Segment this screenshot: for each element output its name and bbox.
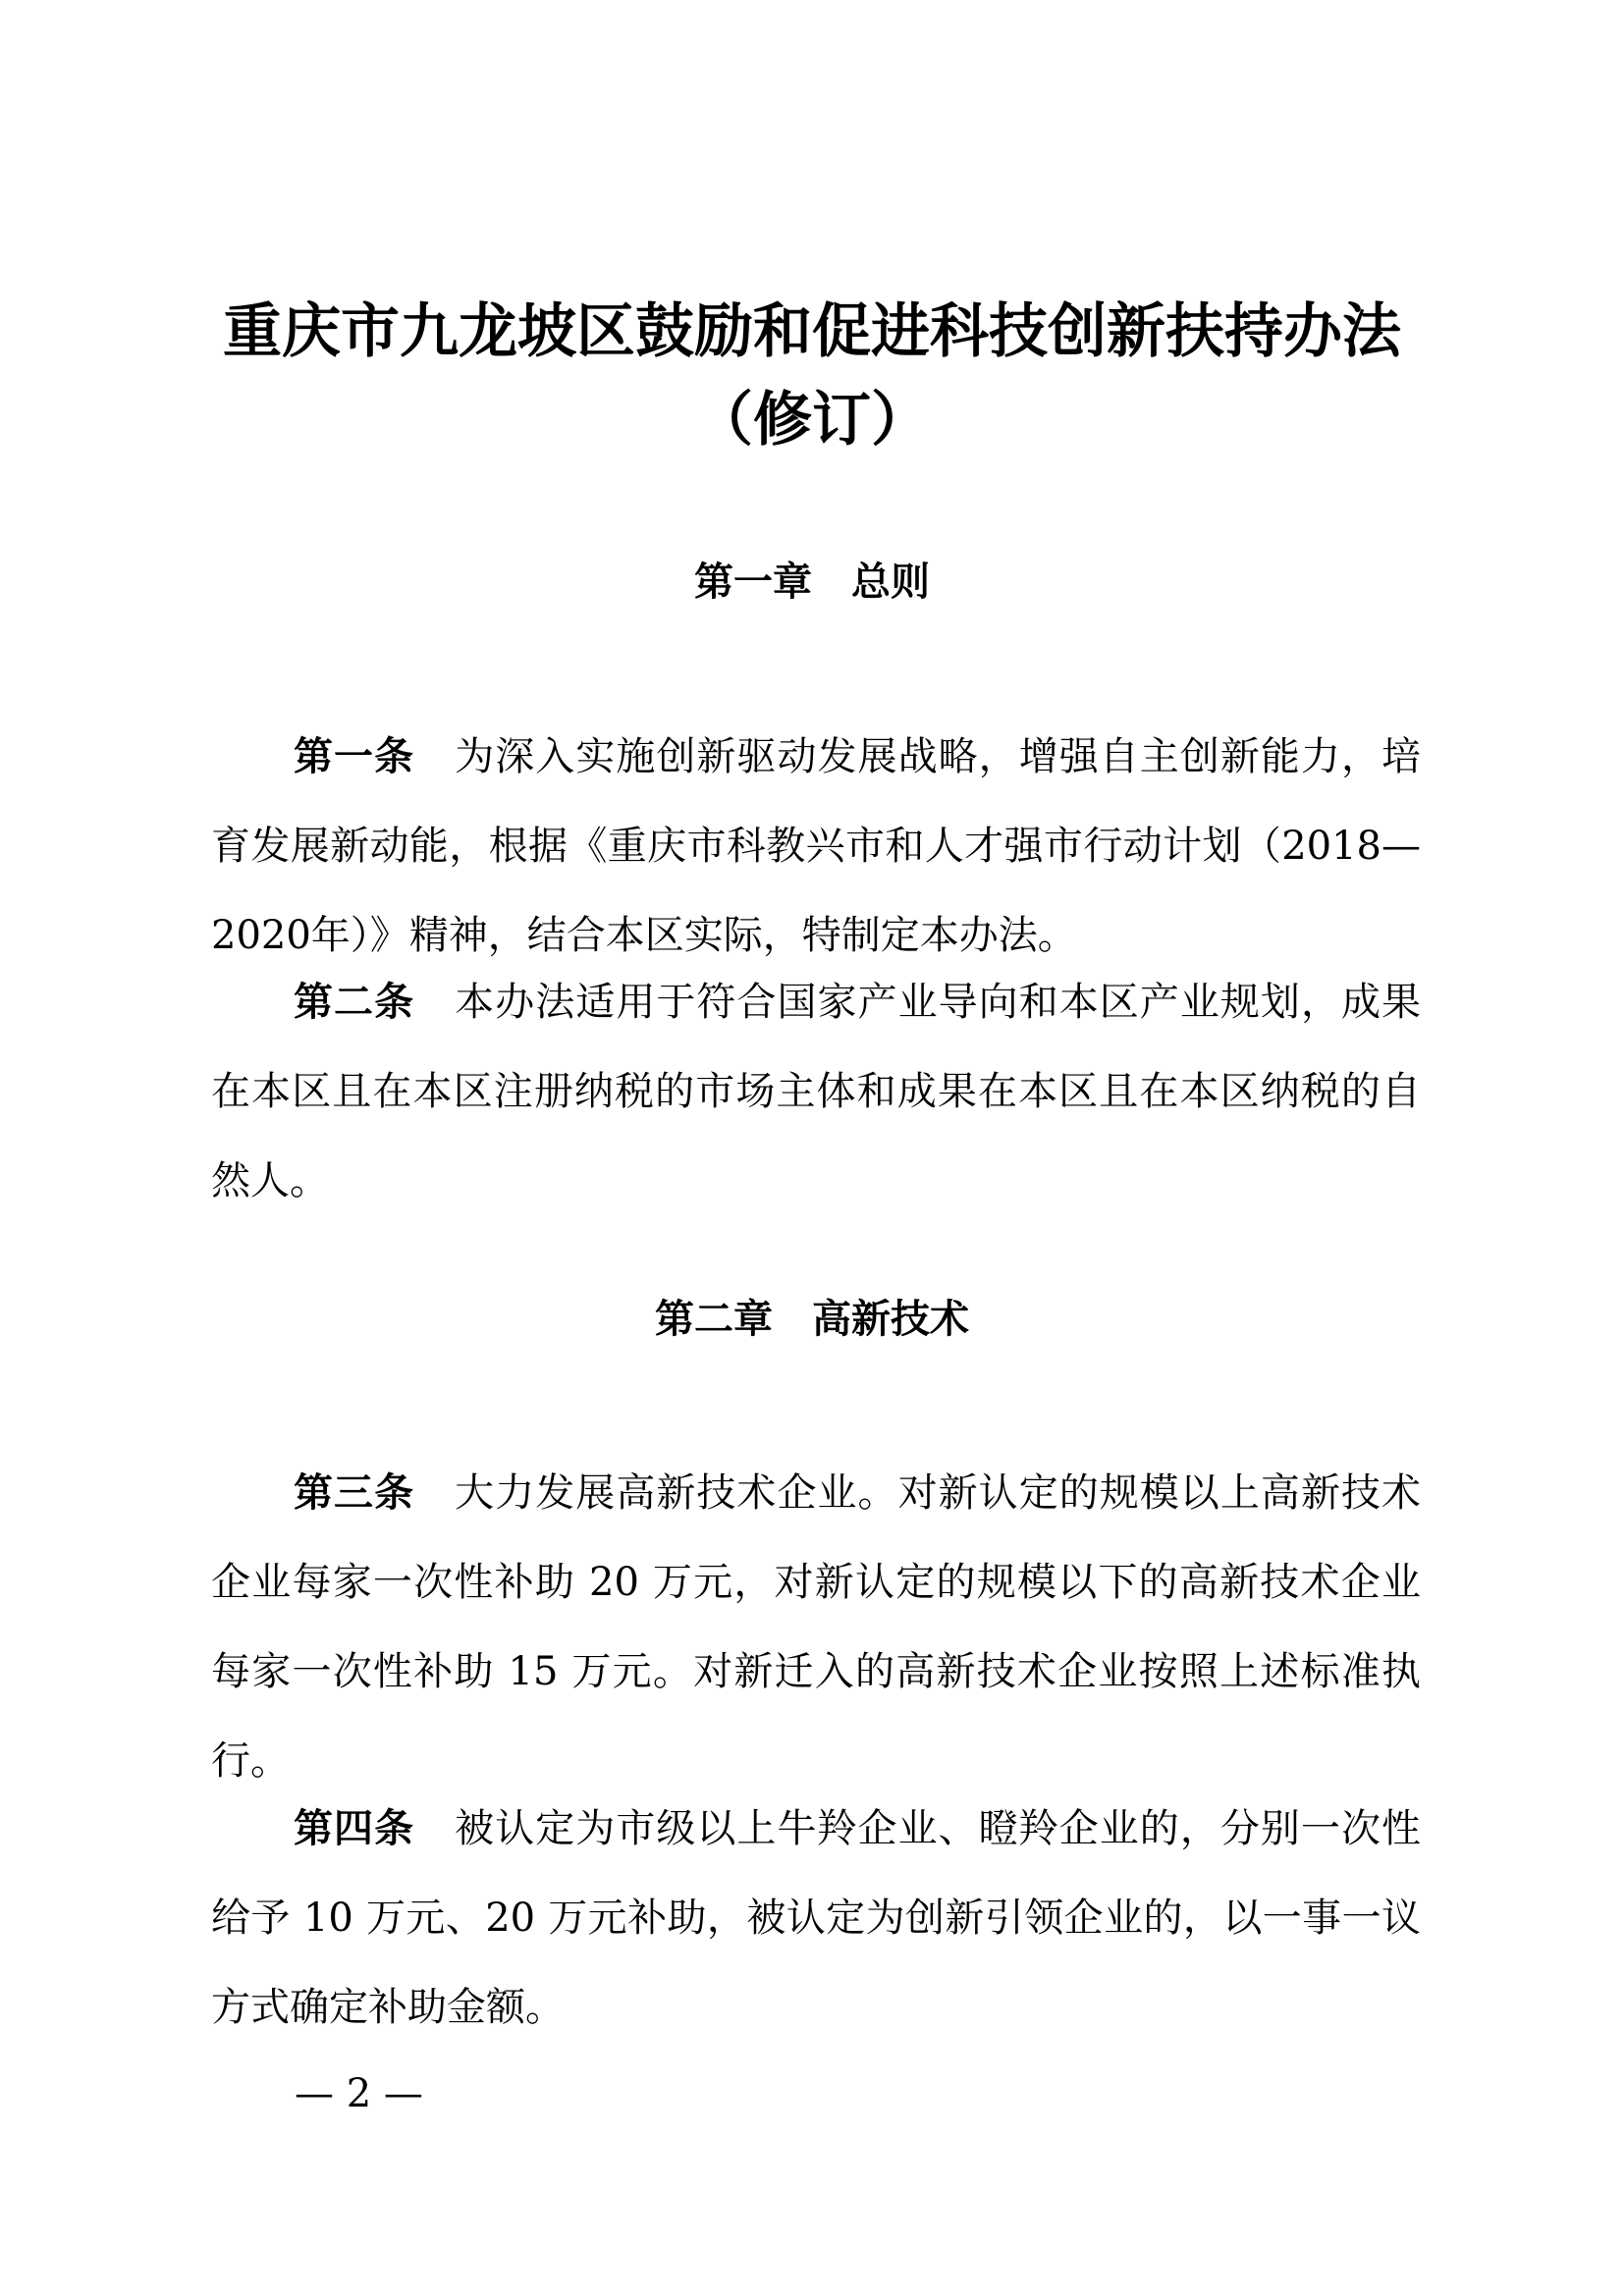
article-text: 大力发展高新技术企业。对新认定的规模以上高新技术企业每家一次性补助 20 万元，对新认定的规模以下的高新技术企业每家一次性补助 15 万元。对新迁入的高新技术企业按照上述标准执行。 xyxy=(211,1470,1422,1784)
article-4 xyxy=(211,1785,1421,2053)
article-label: 第二条 xyxy=(294,980,415,1025)
article-spacer xyxy=(414,1470,455,1516)
article-text: 为深入实施创新驱动发展战略，增强自主创新能力，培育发展新动能，根据《重庆市科教兴市和人才强市行动计划（2018—2020年）》精神，结合本区实际，特制定本办法。 xyxy=(211,734,1422,958)
article-3 xyxy=(211,1449,1421,1806)
article-2 xyxy=(211,958,1421,1226)
article-label: 第四条 xyxy=(294,1806,415,1851)
document-title: 重庆市九龙坡区鼓励和促进科技创新扶持办法 xyxy=(223,297,1401,366)
article-1 xyxy=(211,713,1421,981)
article-text: 被认定为市级以上牛羚企业、瞪羚企业的，分别一次性给予 10 万元、20 万元补助，被认定为创新引领企业的，以一事一议方式确定补助金额。 xyxy=(211,1806,1422,2030)
article-spacer xyxy=(414,1806,455,1851)
article-spacer xyxy=(414,734,455,779)
document-subtitle-revision: （修订） xyxy=(694,386,930,454)
article-label: 第一条 xyxy=(294,734,415,779)
chapter-heading-1: 第一章 总则 xyxy=(694,560,930,605)
article-text: 本办法适用于符合国家产业导向和本区产业规划，成果在本区且在本区注册纳税的市场主体和成果在本区且在本区纳税的自然人。 xyxy=(211,980,1422,1203)
chapter-heading-2: 第二章 高新技术 xyxy=(655,1297,969,1342)
page-number: — 2 — xyxy=(295,2071,423,2116)
article-label: 第三条 xyxy=(294,1470,415,1516)
article-spacer xyxy=(414,980,455,1025)
